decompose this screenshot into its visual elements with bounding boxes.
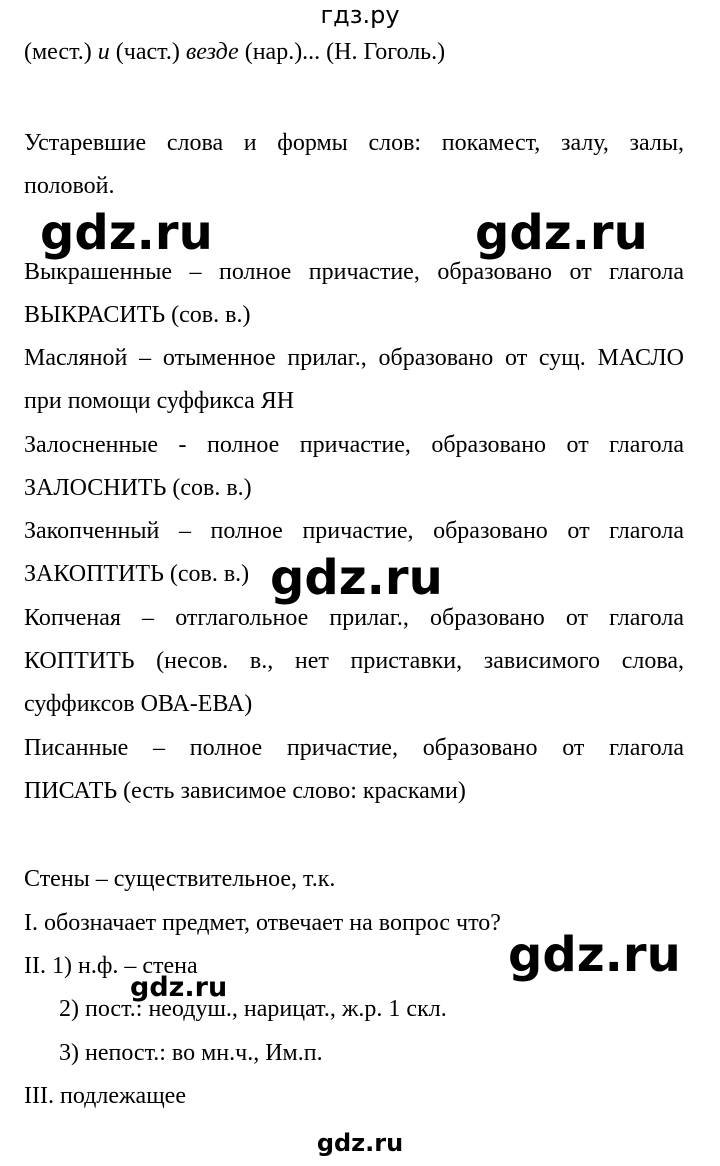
intro-part-e: (нар.)... (Н. Гоголь.) [238, 39, 446, 65]
word-5-line-1: Копченая – отглагольное прилаг., образовано от глагола [24, 605, 684, 631]
word-3-line-1: Залосненные - полное причастие, образовано от глагола [24, 432, 684, 458]
intro-line [24, 37, 684, 67]
intro-part-d: везде [185, 39, 239, 65]
word-5-line-2: КОПТИТЬ (несов. в., нет приставки, зависимого слова, [24, 648, 684, 674]
word-6-line-2: ПИСАТЬ (есть зависимое слово: красками) [24, 778, 466, 804]
word-4-line-1: Закопченный – полное причастие, образовано от глагола [24, 518, 684, 544]
watermark: gdz.ru [130, 972, 228, 1003]
page-header: гдз.ру [320, 1, 400, 29]
word-2-line-2: при помощи суффикса ЯН [24, 388, 295, 414]
noun-line-1: Стены – существительное, т.к. [24, 866, 336, 892]
intro-part-b: и [97, 39, 110, 65]
noun-line-3: II. 1) н.ф. – стена [24, 953, 198, 979]
noun-line-6: III. подлежащее [24, 1083, 186, 1109]
word-2-line-1: Масляной – отыменное прилаг., образовано от сущ. МАСЛО [24, 345, 684, 371]
watermark: gdz.ru [508, 927, 681, 983]
word-6-line-1: Писанные – полное причастие, образовано от глагола [24, 735, 684, 761]
noun-line-5: 3) непост.: во мн.ч., Им.п. [59, 1040, 323, 1066]
word-1-line-1: Выкрашенные – полное причастие, образовано от глагола [24, 259, 684, 285]
watermark: gdz.ru [40, 205, 213, 261]
word-3-line-2: ЗАЛОСНИТЬ (сов. в.) [24, 475, 252, 501]
intro-part-a: (мест.) [24, 39, 98, 65]
obsolete-line-2: половой. [24, 173, 115, 199]
noun-line-4: 2) пост.: неодуш., нарицат., ж.р. 1 скл. [59, 996, 447, 1022]
word-1-line-2: ВЫКРАСИТЬ (сов. в.) [24, 302, 251, 328]
word-5-line-3: суффиксов ОВА-ЕВА) [24, 691, 253, 717]
intro-part-c: (част.) [109, 39, 186, 65]
page-footer: gdz.ru [316, 1129, 404, 1157]
word-4-line-2: ЗАКОПТИТЬ (сов. в.) [24, 561, 250, 587]
noun-line-2: I. обозначает предмет, отвечает на вопрос что? [24, 910, 501, 936]
watermark: gdz.ru [270, 550, 443, 606]
obsolete-line-1: Устаревшие слова и формы слов: покамест, залу, залы, [24, 130, 684, 156]
watermark: gdz.ru [475, 205, 648, 261]
